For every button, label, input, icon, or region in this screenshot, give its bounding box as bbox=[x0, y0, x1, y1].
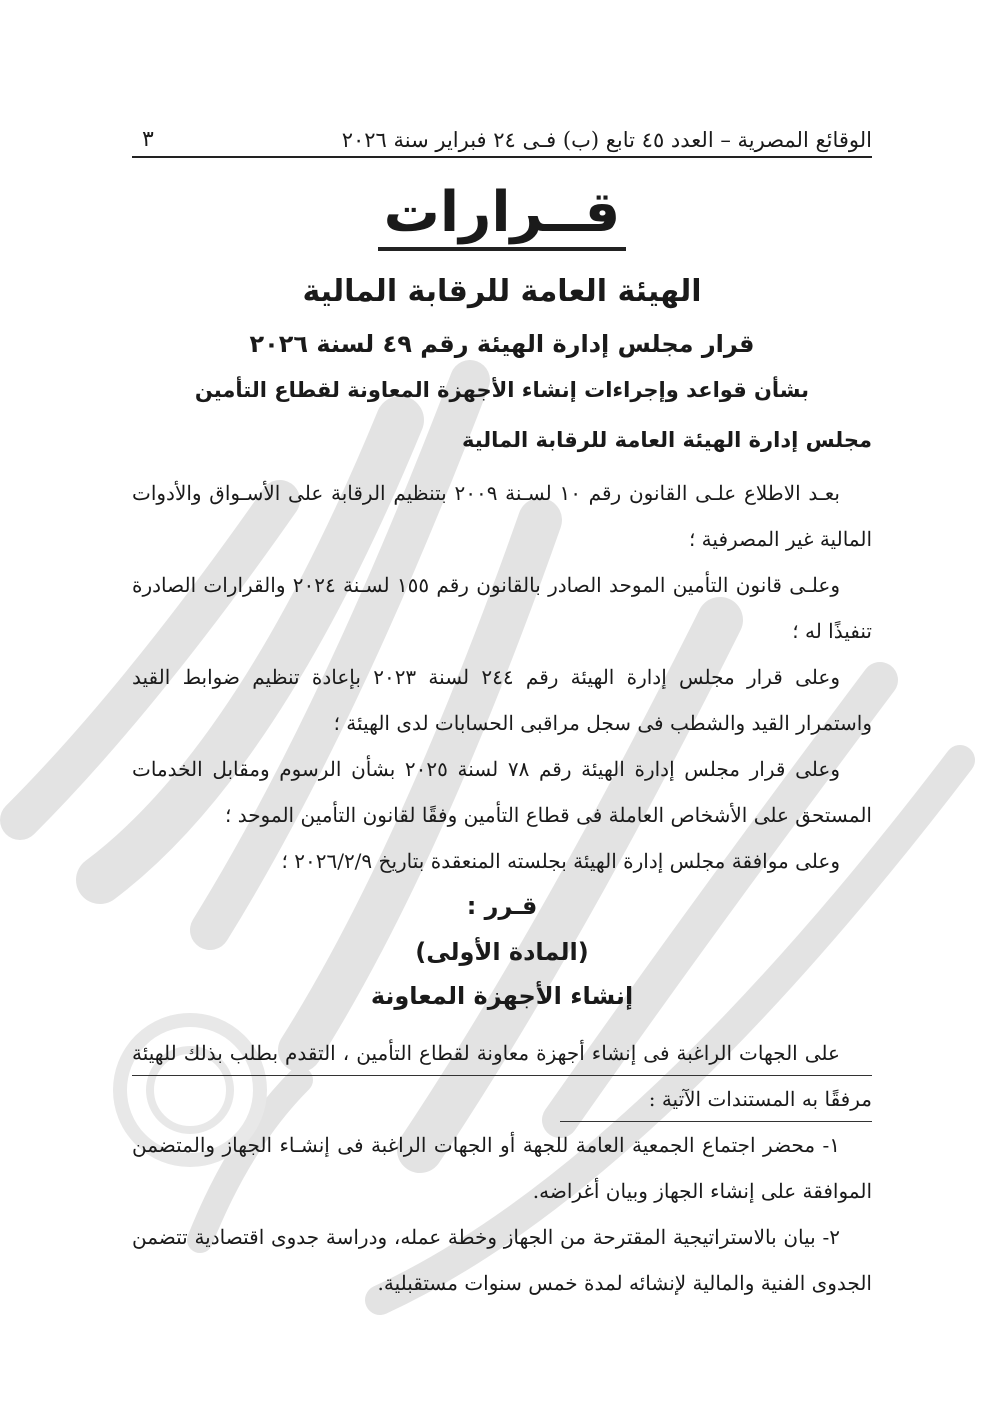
article-text: على الجهات الراغبة فى إنشاء أجهزة معاونة لقطاع التأمين ، التقدم بطلب بذلك للهيئة مرفقًا به المستندات الآتية : bbox=[132, 1041, 872, 1111]
article-heading: (المادة الأولى) bbox=[415, 938, 589, 966]
list-item-text: ١- محضر اجتماع الجمعية العامة للجهة أو الجهات الراغبة فى إنشـاء الجهاز والمتضمن الموافقة على إنشاء الجهاز وبيان أغراضه. bbox=[132, 1133, 872, 1203]
section-title bbox=[132, 180, 872, 251]
preamble-text: وعلى موافقة مجلس إدارة الهيئة بجلسته المنعقدة بتاريخ ٢٠٢٦/٢/٩ ؛ bbox=[281, 849, 840, 873]
preamble-paragraph bbox=[132, 562, 872, 654]
text-underline bbox=[132, 1075, 872, 1076]
section-title-text: قــرارات bbox=[378, 181, 627, 251]
preamble-text: وعلـى قانون التأمين الموحد الصادر بالقانون رقم ١٥٥ لسـنة ٢٠٢٤ والقرارات الصادرة تنفيذًا له ؛ bbox=[132, 573, 872, 643]
running-header bbox=[132, 112, 872, 152]
preamble-paragraph bbox=[132, 838, 872, 884]
header-rule bbox=[132, 156, 872, 158]
preamble-text: بعـد الاطلاع علـى القانون رقم ١٠ لسـنة ٢٠٠٩ بتنظيم الرقابة على الأسـواق والأدوات المالية غير المصرفية ؛ bbox=[132, 481, 872, 551]
article-paragraph bbox=[132, 1030, 872, 1122]
list-item-text: ٢- بيان بالاستراتيجية المقترحة من الجهاز وخطة عمله، ودراسة جدوى اقتصادية تتضمن الجدوى الفنية والمالية لإنشائه لمدة خمس سنوات مستقبلية. bbox=[132, 1225, 872, 1295]
article-title: إنشاء الأجهزة المعاونة bbox=[370, 982, 634, 1010]
running-title: الوقائع المصرية – العدد ٤٥ تابع (ب) فـى ٢٤ فبراير سنة ٢٠٢٦ bbox=[341, 128, 872, 152]
list-item bbox=[132, 1214, 872, 1306]
decree-subject: بشأن قواعد وإجراءات إنشاء الأجهزة المعاونة لقطاع التأمين bbox=[194, 378, 810, 402]
preamble-text: وعلى قرار مجلس إدارة الهيئة رقم ٢٤٤ لسنة ٢٠٢٣ بإعادة تنظيم ضوابط القيد واستمرار القيد والشطب فى سجل مراقبى الحسابات لدى الهيئة ؛ bbox=[132, 665, 872, 735]
issuing-authority: الهيئة العامة للرقابة المالية bbox=[302, 274, 702, 309]
decided-heading: قـرر : bbox=[466, 892, 538, 920]
preamble-paragraph bbox=[132, 654, 872, 746]
board-heading: مجلس إدارة الهيئة العامة للرقابة المالية bbox=[461, 428, 872, 452]
decree-heading: قرار مجلس إدارة الهيئة رقم ٤٩ لسنة ٢٠٢٦ bbox=[249, 330, 755, 358]
preamble-paragraph bbox=[132, 470, 872, 562]
preamble-text: وعلى قرار مجلس إدارة الهيئة رقم ٧٨ لسنة ٢٠٢٥ بشأن الرسوم ومقابل الخدمات المستحق على الأشخاص العاملة فى قطاع التأمين وفقًا لقانون التأمين الموحد ؛ bbox=[132, 757, 872, 827]
page-number: ٣ bbox=[142, 127, 154, 152]
list-item bbox=[132, 1122, 872, 1214]
preamble-paragraph bbox=[132, 746, 872, 838]
